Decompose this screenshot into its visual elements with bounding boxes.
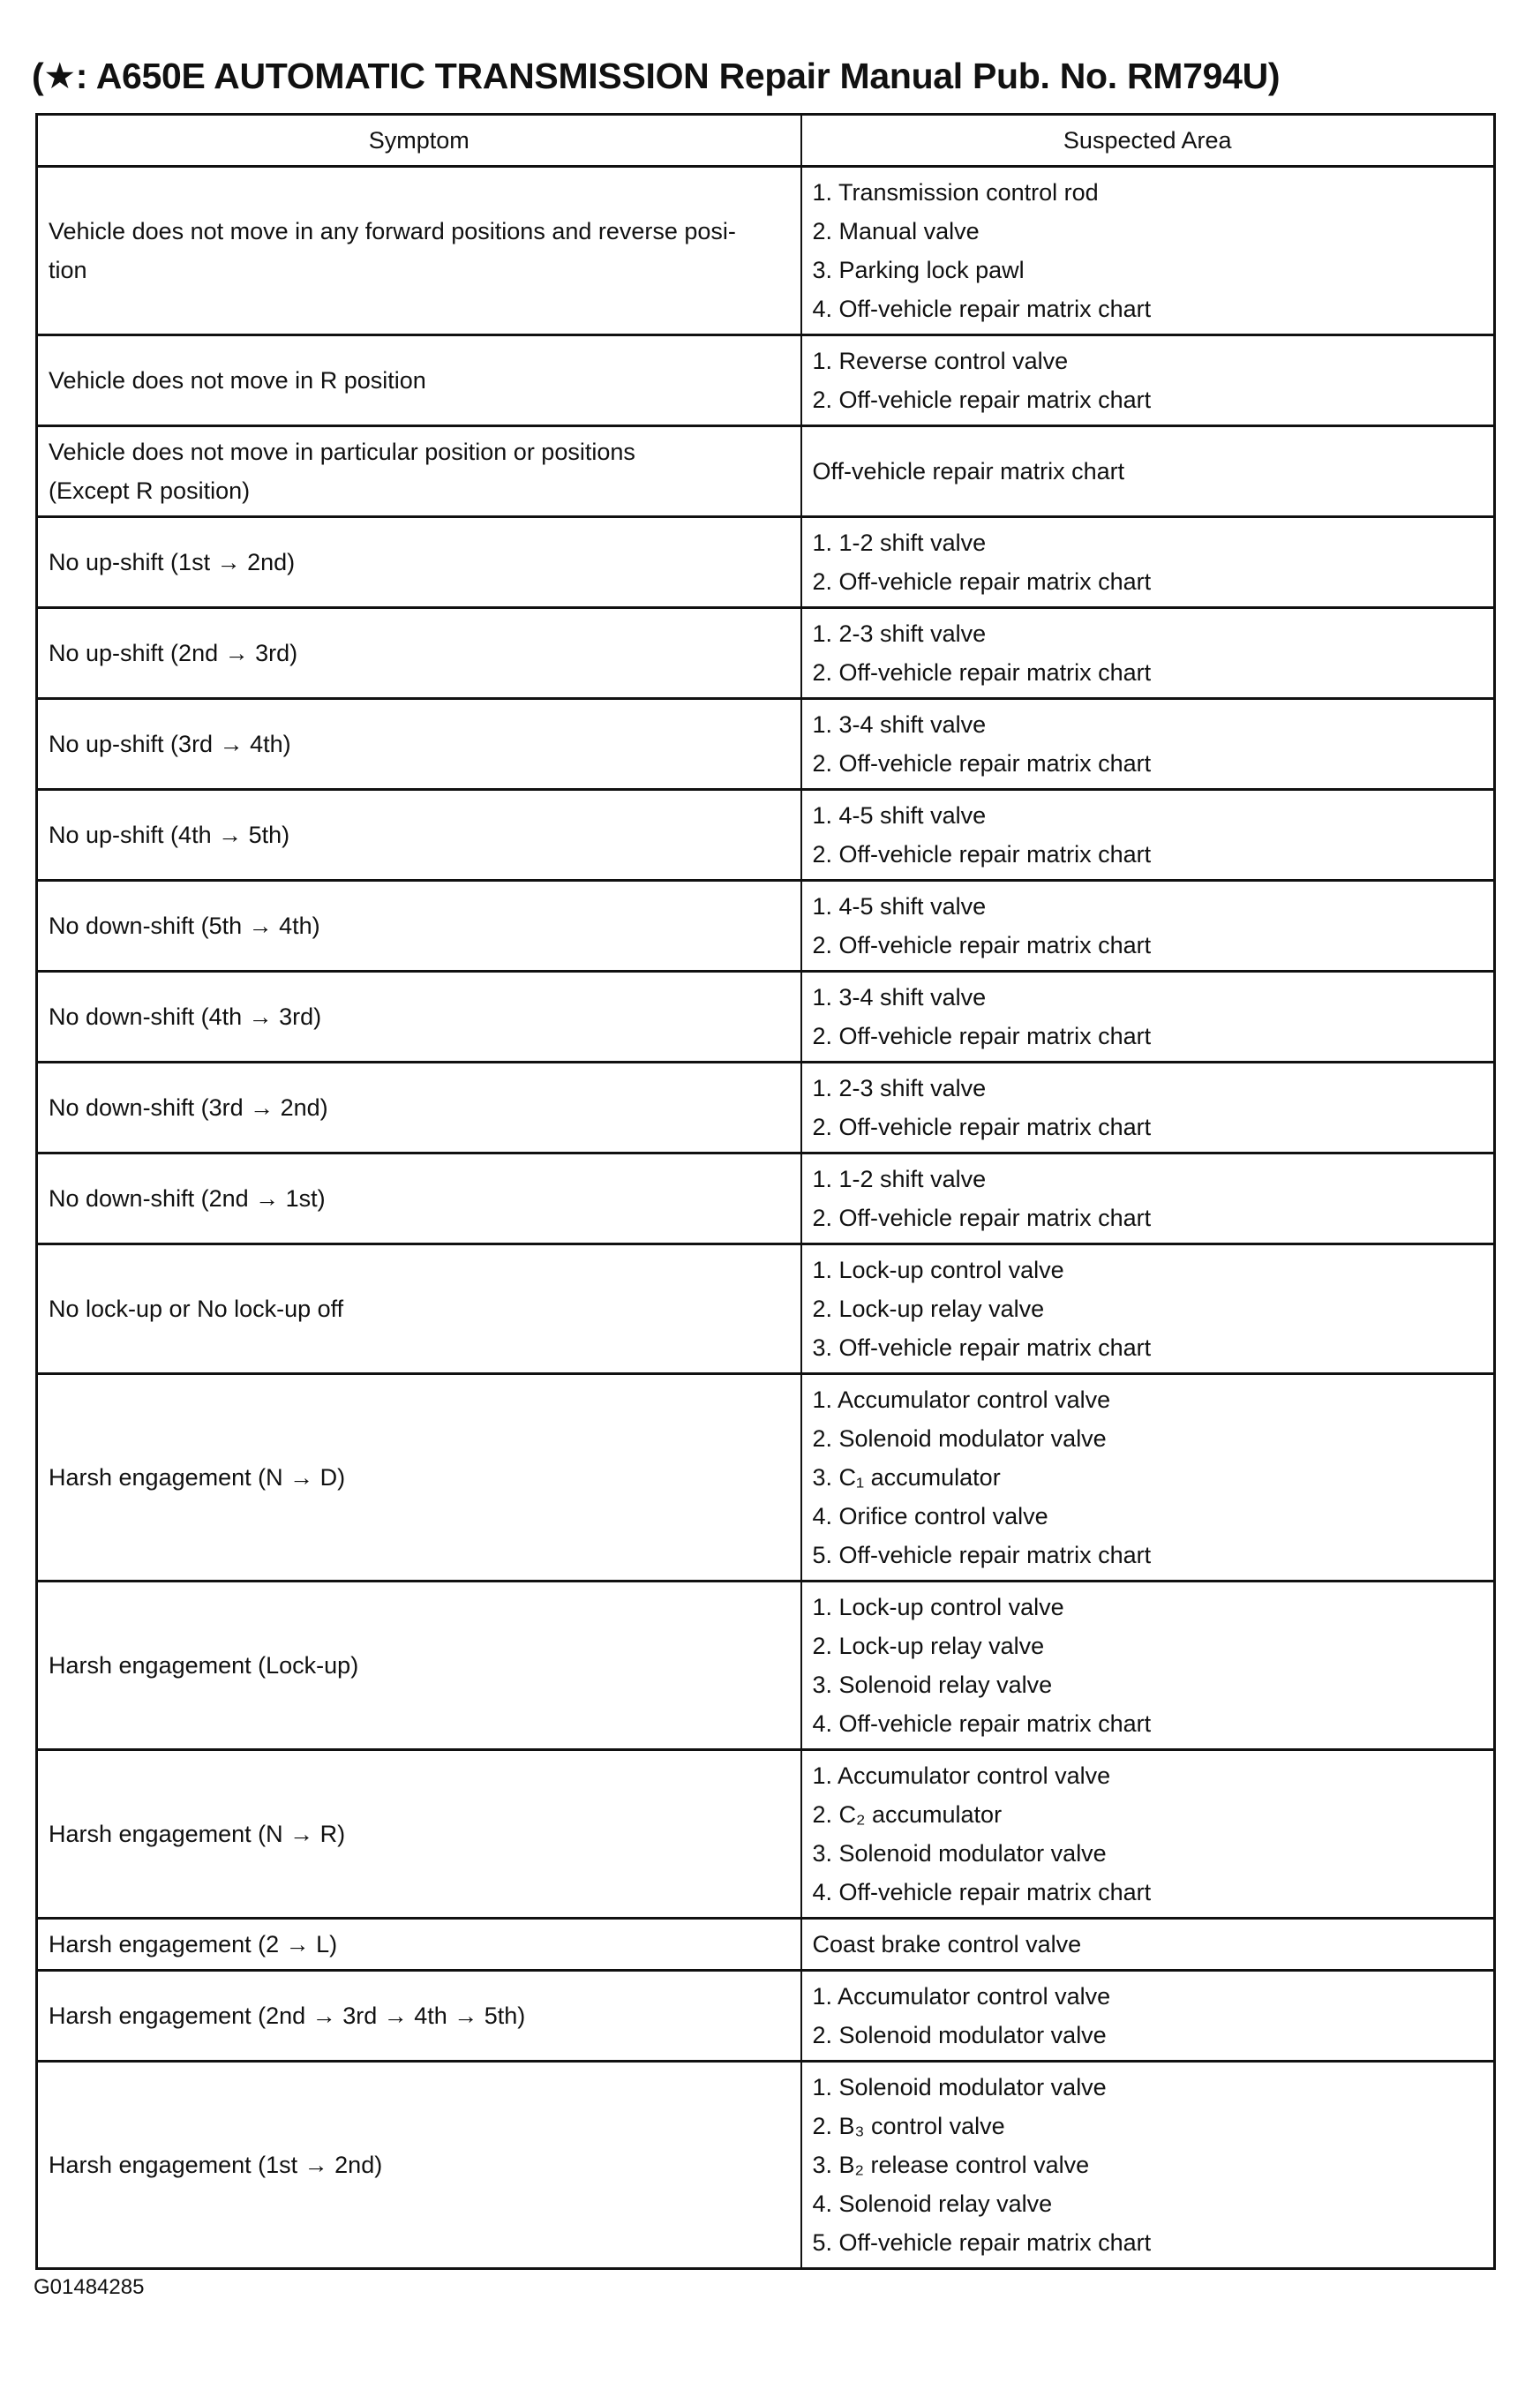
suspected-area-item: 4. Solenoid relay valve: [812, 2190, 1053, 2217]
symptom-cell: [37, 881, 801, 972]
suspected-area-item: 3. B₂ release control valve: [812, 2152, 1090, 2178]
suspected-area-item: 1. Accumulator control valve: [812, 1983, 1111, 2010]
suspected-area-item: 5. Off-vehicle repair matrix chart: [812, 2229, 1152, 2256]
suspected-area-item: 2. Off-vehicle repair matrix chart: [812, 841, 1152, 868]
symptom-text: No lock-up or No lock-up off: [49, 1296, 344, 1322]
suspected-area-item: 2. B₃ control valve: [812, 2113, 1005, 2139]
suspected-area-list: [813, 173, 1484, 328]
suspected-area-list: [813, 796, 1484, 874]
symptom-cell: [37, 1063, 801, 1153]
symptom-text: Vehicle does not move in any forward positions and reverse posi-: [49, 218, 736, 244]
suspected-area-cell: [801, 972, 1495, 1063]
table-row: [37, 1244, 1495, 1374]
symptom-text: Vehicle does not move in R position: [49, 367, 426, 394]
suspected-area-list: [813, 614, 1484, 692]
table-row: [37, 167, 1495, 335]
suspected-area-item: 1. 1-2 shift valve: [812, 530, 987, 556]
suspected-area-item: 1. 3-4 shift valve: [812, 711, 987, 738]
table-row: [37, 517, 1495, 608]
table-row: [37, 1153, 1495, 1244]
symptom-cell: [37, 1971, 801, 2062]
symptom-cell: [37, 1244, 801, 1374]
symptom-text: No up-shift (1st → 2nd): [49, 549, 296, 575]
symptom-text: Harsh engagement (2nd → 3rd → 4th → 5th): [49, 2003, 526, 2029]
figure-id: G01484285: [34, 2275, 145, 2299]
table-row: [37, 699, 1495, 790]
symptom-cell: [37, 608, 801, 699]
suspected-area-list: [813, 342, 1484, 419]
symptom-cell: [37, 972, 801, 1063]
suspected-area-item: 2. Lock-up relay valve: [812, 1296, 1045, 1322]
suspected-area-item: 2. Solenoid modulator valve: [812, 1425, 1107, 1452]
table-row: [37, 608, 1495, 699]
symptom-cell: [37, 2062, 801, 2269]
suspected-area-item: 2. Off-vehicle repair matrix chart: [812, 1205, 1152, 1231]
table-row: [37, 2062, 1495, 2269]
suspected-area-list: [813, 1380, 1484, 1574]
suspected-area-list: [813, 1160, 1484, 1237]
suspected-area-item: 4. Off-vehicle repair matrix chart: [812, 296, 1152, 322]
symptom-text: No down-shift (4th → 3rd): [49, 1003, 322, 1030]
symptom-cell: [37, 1374, 801, 1582]
suspected-area-item: 3. C₁ accumulator: [812, 1464, 1001, 1491]
symptom-text: Harsh engagement (N → D): [49, 1464, 346, 1491]
suspected-area-list: [813, 705, 1484, 783]
page-title: (★: A650E AUTOMATIC TRANSMISSION Repair Manual Pub. No. RM794U): [32, 56, 1281, 96]
suspected-area-item: 3. Parking lock pawl: [812, 257, 1025, 283]
suspected-area-list: [813, 1251, 1484, 1367]
suspected-area-cell: [801, 1582, 1495, 1750]
suspected-area-item: 3. Solenoid relay valve: [812, 1672, 1053, 1698]
suspected-area-item: 2. Manual valve: [812, 218, 980, 244]
table-row: [37, 1063, 1495, 1153]
suspected-area-list: [813, 1925, 1484, 1964]
suspected-area-cell: [801, 790, 1495, 881]
suspected-area-cell: [801, 1750, 1495, 1919]
suspected-area-item: 2. Off-vehicle repair matrix chart: [812, 659, 1152, 686]
suspected-area-item: 2. Off-vehicle repair matrix chart: [812, 568, 1152, 595]
table-row: [37, 881, 1495, 972]
suspected-area-cell: [801, 1374, 1495, 1582]
suspected-area-item: 2. C₂ accumulator: [812, 1801, 1003, 1828]
symptom-text: Harsh engagement (N → R): [49, 1821, 346, 1847]
suspected-area-cell: [801, 608, 1495, 699]
suspected-area-item: 5. Off-vehicle repair matrix chart: [812, 1542, 1152, 1568]
symptom-column-header: Symptom: [37, 115, 801, 167]
symptom-cell: [37, 1153, 801, 1244]
suspected-area-list: [813, 1977, 1484, 2055]
symptom-table: [35, 113, 1496, 2270]
suspected-area-item: 4. Off-vehicle repair matrix chart: [812, 1710, 1152, 1737]
suspected-area-cell: [801, 426, 1495, 517]
suspected-area-item: 4. Orifice control valve: [812, 1503, 1048, 1529]
suspected-area-item: 1. Lock-up control valve: [812, 1257, 1064, 1283]
suspected-area-item: 1. 4-5 shift valve: [812, 893, 987, 920]
suspected-area-list: [813, 887, 1484, 965]
symptom-text: No up-shift (4th → 5th): [49, 822, 290, 848]
suspected-area-list: [813, 1588, 1484, 1743]
symptom-cell: [37, 426, 801, 517]
suspected-area-item: 1. Transmission control rod: [812, 179, 1099, 206]
suspected-area-cell: [801, 699, 1495, 790]
symptom-text: No down-shift (3rd → 2nd): [49, 1094, 328, 1121]
suspected-area-item: 2. Off-vehicle repair matrix chart: [812, 1114, 1152, 1140]
symptom-text: No down-shift (5th → 4th): [49, 913, 320, 939]
suspected-area-list: [813, 523, 1484, 601]
symptom-text: Vehicle does not move in particular position or positions: [49, 439, 635, 465]
suspected-area-cell: [801, 1919, 1495, 1971]
symptom-cell: [37, 790, 801, 881]
suspected-area-cell: [801, 1063, 1495, 1153]
suspected-area-item: 2. Off-vehicle repair matrix chart: [812, 1023, 1152, 1049]
suspected-area-cell: [801, 1971, 1495, 2062]
symptom-text: No up-shift (2nd → 3rd): [49, 640, 298, 666]
symptom-cell: [37, 1919, 801, 1971]
suspected-area-cell: [801, 335, 1495, 426]
suspected-area-item: 4. Off-vehicle repair matrix chart: [812, 1879, 1152, 1905]
suspected-area-cell: [801, 881, 1495, 972]
suspected-area-item: 1. Reverse control valve: [812, 348, 1069, 374]
suspected-area-item: Off-vehicle repair matrix chart: [812, 458, 1125, 485]
table-body: [37, 167, 1495, 2269]
suspected-area-item: 2. Off-vehicle repair matrix chart: [812, 387, 1152, 413]
suspected-area-list: [813, 978, 1484, 1056]
symptom-text: (Except R position): [49, 477, 251, 504]
suspected-area-list: [813, 452, 1484, 491]
suspected-area-item: 1. Solenoid modulator valve: [812, 2074, 1107, 2100]
suspected-area-column-header: Suspected Area: [801, 115, 1495, 167]
suspected-area-cell: [801, 1244, 1495, 1374]
symptom-cell: [37, 335, 801, 426]
symptom-cell: [37, 1582, 801, 1750]
suspected-area-cell: [801, 167, 1495, 335]
suspected-area-list: [813, 1069, 1484, 1146]
suspected-area-item: 1. 4-5 shift valve: [812, 802, 987, 829]
table-row: [37, 790, 1495, 881]
table-header-row: [37, 115, 1495, 167]
table-row: [37, 972, 1495, 1063]
symptom-cell: [37, 1750, 801, 1919]
suspected-area-item: 2. Solenoid modulator valve: [812, 2022, 1107, 2048]
suspected-area-item: 3. Solenoid modulator valve: [812, 1840, 1107, 1867]
suspected-area-item: 1. Accumulator control valve: [812, 1762, 1111, 1789]
symptom-cell: [37, 167, 801, 335]
table-row: [37, 1582, 1495, 1750]
suspected-area-item: 1. 1-2 shift valve: [812, 1166, 987, 1192]
suspected-area-cell: [801, 517, 1495, 608]
suspected-area-item: 1. 2-3 shift valve: [812, 620, 987, 647]
suspected-area-item: 2. Off-vehicle repair matrix chart: [812, 932, 1152, 958]
symptom-text: No up-shift (3rd → 4th): [49, 731, 291, 757]
suspected-area-item: 1. 2-3 shift valve: [812, 1075, 987, 1101]
table-row: [37, 335, 1495, 426]
symptom-cell: [37, 517, 801, 608]
suspected-area-list: [813, 1756, 1484, 1912]
table-row: [37, 426, 1495, 517]
table-row: [37, 1374, 1495, 1582]
table-row: [37, 1919, 1495, 1971]
table-row: [37, 1750, 1495, 1919]
suspected-area-item: 1. 3-4 shift valve: [812, 984, 987, 1011]
suspected-area-item: 1. Accumulator control valve: [812, 1386, 1111, 1413]
symptom-cell: [37, 699, 801, 790]
suspected-area-item: 3. Off-vehicle repair matrix chart: [812, 1334, 1152, 1361]
suspected-area-item: 1. Lock-up control valve: [812, 1594, 1064, 1620]
suspected-area-list: [813, 2068, 1484, 2262]
suspected-area-item: Coast brake control valve: [812, 1931, 1082, 1957]
suspected-area-cell: [801, 2062, 1495, 2269]
suspected-area-item: 2. Off-vehicle repair matrix chart: [812, 750, 1152, 777]
symptom-text: No down-shift (2nd → 1st): [49, 1185, 326, 1212]
suspected-area-cell: [801, 1153, 1495, 1244]
symptom-text: Harsh engagement (2 → L): [49, 1931, 338, 1957]
symptom-text: Harsh engagement (1st → 2nd): [49, 2152, 383, 2178]
symptom-text: Harsh engagement (Lock-up): [49, 1652, 359, 1679]
symptom-text: tion: [49, 257, 87, 283]
suspected-area-item: 2. Lock-up relay valve: [812, 1633, 1045, 1659]
table-row: [37, 1971, 1495, 2062]
